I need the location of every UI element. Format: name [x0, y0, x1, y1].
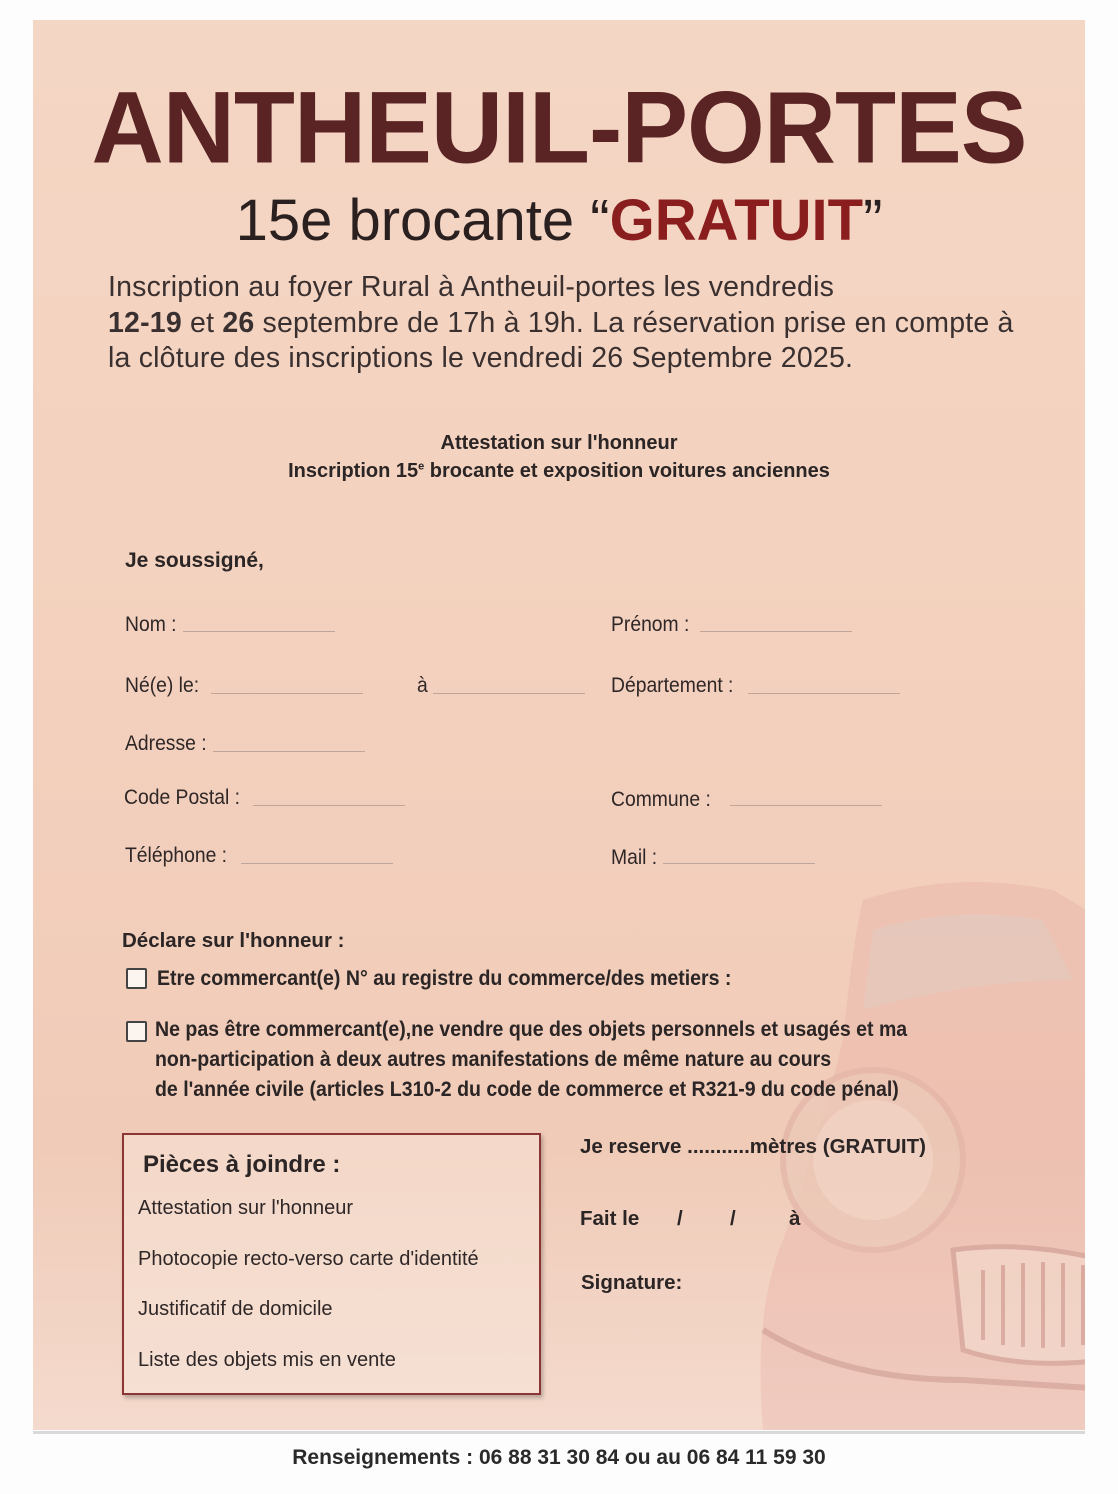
signature-label: Signature: — [581, 1271, 683, 1294]
commune-field[interactable] — [730, 805, 882, 806]
prenom-field[interactable] — [700, 631, 852, 632]
non-commercant-line-3: de l'année civile (articles L310-2 du code de commerce et R321-9 du code pénal) — [155, 1078, 899, 1101]
fait-le-label: Fait le — [580, 1207, 640, 1230]
flyer-sheet — [33, 20, 1085, 1430]
code-postal-field[interactable] — [253, 805, 405, 806]
date-slash-2: / — [730, 1207, 736, 1230]
ne-le-label: Né(e) le: — [125, 674, 200, 697]
town-title: ANTHEUIL-PORTES — [91, 70, 1027, 186]
piece-item: Photocopie recto-verso carte d'identité — [138, 1248, 479, 1270]
mail-label: Mail : — [611, 846, 658, 869]
telephone-field[interactable] — [241, 863, 393, 864]
prenom-label: Prénom : — [611, 613, 690, 636]
gratuit-highlight: GRATUIT — [609, 188, 864, 253]
fait-a-label: à — [789, 1207, 801, 1230]
non-commercant-checkbox[interactable] — [126, 1021, 147, 1042]
heading-part-b: brocante et exposition voitures anciennes — [424, 460, 830, 482]
heading-part-a: Inscription 15 — [288, 460, 419, 482]
registration-info — [108, 270, 1038, 377]
commercant-checkbox[interactable] — [126, 968, 147, 989]
intro-part2: et — [181, 306, 223, 339]
open-quote: “ — [590, 188, 610, 253]
mail-field[interactable] — [663, 863, 815, 864]
heading-sup: e — [418, 460, 425, 473]
birthplace-a-label: à — [417, 674, 428, 697]
piece-item: Liste des objets mis en vente — [138, 1349, 396, 1371]
intro-dates1: 12-19 — [108, 306, 182, 339]
form-heading-inscription — [33, 460, 1085, 483]
subtitle-prefix: 15e brocante — [235, 188, 591, 253]
piece-item: Attestation sur l'honneur — [138, 1197, 354, 1219]
form-heading-attestation: Attestation sur l'honneur — [440, 432, 678, 454]
declare-heading: Déclare sur l'honneur : — [122, 929, 345, 952]
telephone-label: Téléphone : — [125, 844, 228, 867]
contact-footer: Renseignements : 06 88 31 30 84 ou au 06 84 11 59 30 — [292, 1446, 826, 1469]
commercant-option-label: Etre commercant(e) N° au registre du commerce/des metiers : — [157, 967, 732, 990]
intro-dates2: 26 — [222, 306, 255, 339]
footer-divider — [33, 1431, 1085, 1434]
date-slash-1: / — [677, 1207, 683, 1230]
pieces-title: Pièces à joindre : — [143, 1151, 341, 1178]
event-subtitle — [33, 188, 1085, 253]
adresse-label: Adresse : — [125, 732, 207, 755]
piece-item: Justificatif de domicile — [138, 1298, 333, 1320]
reserve-metres: Je reserve ...........mètres (GRATUIT) — [580, 1135, 926, 1158]
pieces-a-joindre-box — [122, 1133, 541, 1395]
intro-part1: Inscription au foyer Rural à Antheuil-portes les vendredis — [108, 271, 835, 303]
nom-label: Nom : — [125, 613, 177, 636]
birthdate-field[interactable] — [211, 693, 363, 694]
non-commercant-line-1: Ne pas être commercant(e),ne vendre que des objets personnels et usagés et ma — [155, 1018, 908, 1041]
departement-label: Département : — [611, 674, 734, 697]
nom-field[interactable] — [183, 631, 335, 632]
commune-label: Commune : — [611, 788, 711, 811]
non-commercant-line-2: non-participation à deux autres manifestations de même nature au cours — [155, 1048, 832, 1071]
je-soussigne: Je soussigné, — [125, 549, 264, 572]
close-quote: ” — [863, 188, 883, 253]
intro-part3: septembre de 17h à 19h. La réservation prise en compte à la clôture des inscriptions le vendredi 26 Septembre 2025. — [108, 306, 1014, 374]
departement-field[interactable] — [748, 693, 900, 694]
adresse-field[interactable] — [213, 751, 365, 752]
birthplace-field[interactable] — [433, 693, 585, 694]
code-postal-label: Code Postal : — [124, 786, 240, 809]
